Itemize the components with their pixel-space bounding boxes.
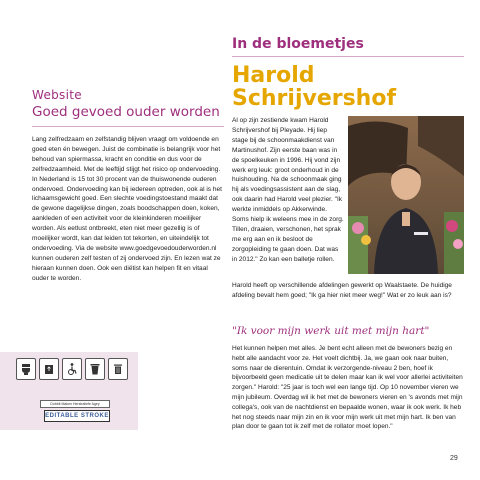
divider <box>32 126 224 127</box>
story-text: Het kunnen helpen met alles. Je bent echt alleen met de bewoners bezig en hebt alle aandacht voor ze. Het voelt dichtbij. Ja, we gaan ook naar buiten, soms naar de dierentuin. Omdat ik verzorgende-niveau 2 ben, hoef ik bijvoorbeeld geen medicatie uit te delen maar kan ik wel voor allerlei activiteiten zorgen." Harold: "25 jaar is toch wel een lange tijd. Op 10 november vieren we mijn jubileum. Overdag wil ik het met de bewoners vieren en 's avonds met mijn collega's, ook van de nachtdienst en bepaalde wonen, waar ik ook werk. Ik heb het nog steeds naar mijn zin en ik voor mijn werk uit met mijn hart. Ik ben van plan door te gaan tot ik zelf met de rollator moet lopen." <box>232 345 463 431</box>
editable-stroke-text: EDITABLE STROKE <box>45 413 109 419</box>
section-label: Website <box>32 88 82 102</box>
icon-row <box>16 358 128 380</box>
portrait-photo <box>348 116 464 274</box>
article-section-title: In de bloemetjes <box>232 36 364 52</box>
toilet-icon <box>16 358 36 380</box>
waste-bin-icon <box>85 358 105 380</box>
section-title: Goed gevoed ouder worden <box>32 104 220 120</box>
paragraph-text: Harold heeft op verschillende afdelingen gewerkt op Waalstaete. De huidige afdeling bevalt hem goed; "Ik ga hier niet meer weg!" Wat er zo leuk aan is? <box>232 282 452 299</box>
website-body-text: Lang zelfredzaam en zelfstandig blijven vraagt om voldoende en goed eten én bewegen. Juist de combinatie is belangrijk voor het behoud van spiermassa, kracht en conditie en dus voor de zelfredzaamheid. Met de leeftijd stijgt het risico op ondervoeding. In Nederland is 15 tot 30 procent van de thuiswonende ouderen ondervoed. Ondervoeding kan bij iedereen optreden, ook al is het lichaamsgewicht goed. Een slechte voedingstoestand maakt dat de gewone dagelijkse dingen, zoals boodschappen doen, koken, aankleden of een activiteit voor de kleinkinderen moeilijker worden. Als eetlust ontbreekt, eten niet meer gezellig is of moeilijker wordt, kan dat leiden tot tekorten, en uiteindelijk tot ondervoeding. Via de website www.goedgevoedouderworden.nl kunnen ouderen zelf testen of zij ondervoed zijn. En lezen wat ze hieraan kunnen doen. Ook een diëtist kan helpen fit en vitaal ouder te worden. <box>32 136 222 282</box>
icon-caption: Dobbit Maken Herstraliefe Agey <box>40 400 110 408</box>
recycle-bin-icon <box>39 358 59 380</box>
name-line-2: Schrijvershof <box>232 86 397 111</box>
article-title <box>232 64 396 110</box>
name-line-1: Harold <box>232 63 315 88</box>
icon-panel <box>0 352 138 430</box>
pull-quote: "Ik voor mijn werk uit met mijn hart" <box>232 325 430 337</box>
editable-stroke-label <box>44 410 110 422</box>
page-number: 29 <box>450 455 458 462</box>
divider <box>232 56 464 57</box>
accessible-toilet-icon <box>62 358 82 380</box>
intro-text: Al op zijn zestiende kwam Harold Schrijvershof bij Pleyade. Hij liep stage bij de schoonmaakdienst van Martinushof. Zijn eerste baan was in de spoelkeuken in 1996. Hij vond zijn werk erg leuk: groot onderhoud in de huishouding. Na de schoonmaak ging hij als voedingsassistent aan de slag, ook daarin had Harold veel plezier. "Ik werkte inmiddels op Akkerwinde. Soms hielp ik weleens mee in de zorg. Tillen, draaien, verschonen, het sprak me erg aan en ik besloot de zorgopleiding te gaan doen. Dat was in 2012." Zo kan een balletje rollen. <box>232 117 344 263</box>
website-section <box>32 88 224 284</box>
bin-icon <box>108 358 128 380</box>
